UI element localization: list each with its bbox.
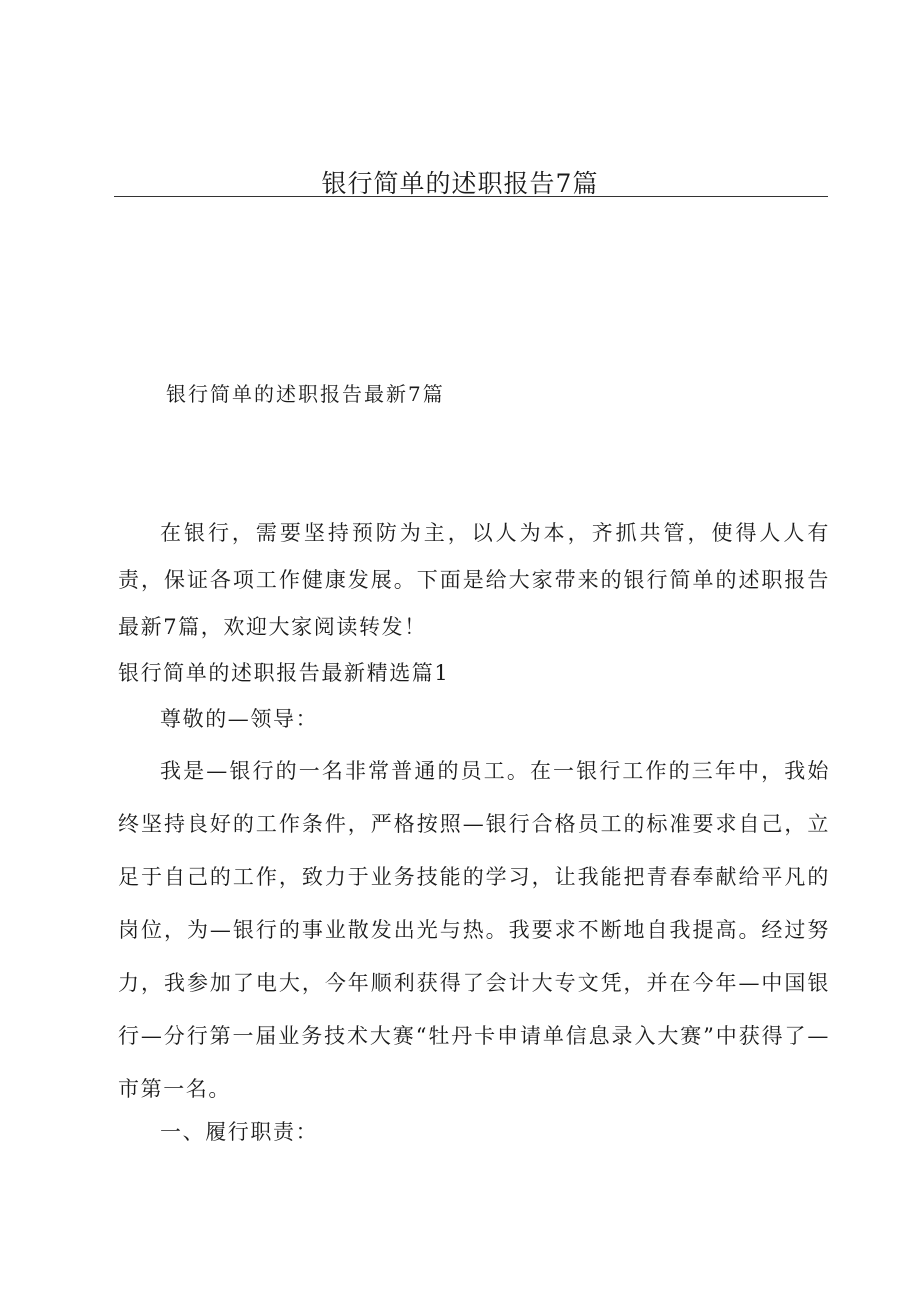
document-header-title: 银行简单的述职报告7篇 <box>321 169 599 198</box>
intro-paragraph: 在银行，需要坚持预防为主，以人为本，齐抓共管，使得人人有责，保证各项工作健康发展。下面是给大家带来的银行简单的述职报告最新7篇，欢迎大家阅读转发！ <box>118 521 830 639</box>
greeting-line: 尊敬的—领导： <box>160 707 319 731</box>
header-divider <box>114 196 828 197</box>
section-title: 银行简单的述职报告最新精选篇1 <box>118 661 450 685</box>
section-heading-duties: 一、履行职责： <box>160 1120 319 1144</box>
document-subtitle: 银行简单的述职报告最新7篇 <box>166 382 445 406</box>
main-paragraph: 我是—银行的一名非常普通的员工。在一银行工作的三年中，我始终坚持良好的工作条件，严格按照—银行合格员工的标准要求自己，立足于自己的工作，致力于业务技能的学习，让我能把青春奉献给平凡的岗位，为—银行的事业散发出光与热。我要求不断地自我提高。经过努力，我参加了电大，今年顺利获得了会计大专文凭，并在今年—中国银行—分行第一届业务技术大赛“牡丹卡申请单信息录入大赛”中获得了—市第一名。 <box>118 759 830 1101</box>
